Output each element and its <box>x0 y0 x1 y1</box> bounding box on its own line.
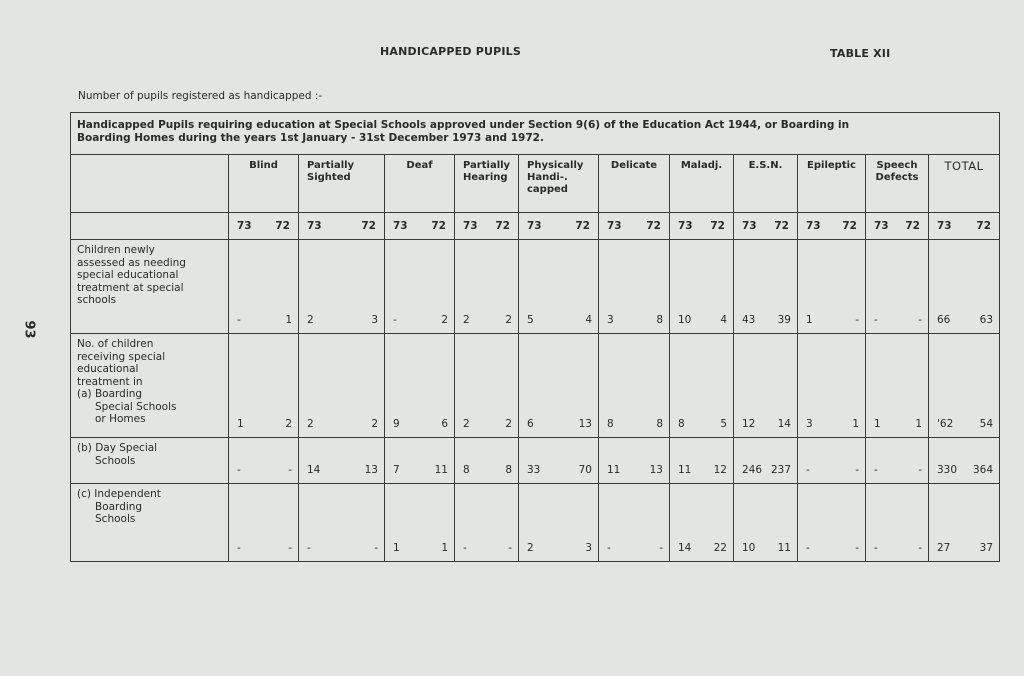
value-1973: 27 <box>937 542 951 554</box>
value-1972: 6 <box>441 418 448 430</box>
value-1973: 11 <box>678 464 692 476</box>
value-1973: - <box>874 464 878 476</box>
value-cell <box>229 334 299 438</box>
value-1972: 22 <box>713 542 727 554</box>
year-cell <box>299 213 385 240</box>
value-1973: 8 <box>463 464 470 476</box>
value-cell <box>455 484 519 562</box>
value-cell <box>455 438 519 484</box>
year-label: 73 <box>806 220 821 232</box>
value-cell <box>599 438 670 484</box>
value-1973: - <box>393 314 397 326</box>
value-1973: 43 <box>742 314 756 326</box>
value-cell <box>929 484 1000 562</box>
row-label-line: treatment in <box>77 375 143 388</box>
column-header-line: Speech <box>876 160 918 171</box>
value-1972: 13 <box>578 418 592 430</box>
value-cell <box>299 438 385 484</box>
value-cell <box>929 240 1000 334</box>
column-header-line: Defects <box>875 172 919 183</box>
value-1972: 1 <box>915 418 922 430</box>
column-header <box>798 155 866 213</box>
value-1973: 8 <box>678 418 685 430</box>
row-label-line: (c) Independent <box>77 488 161 500</box>
value-cell <box>599 240 670 334</box>
value-1972: 2 <box>285 418 292 430</box>
year-cell <box>519 213 599 240</box>
column-header-line: Handi-. <box>527 172 568 183</box>
caption-line: Handicapped Pupils requiring education at Special Schools approved under Section 9(6) of the Education Act 1944, or Boarding in <box>77 119 850 131</box>
value-1972: 5 <box>720 418 727 430</box>
value-cell <box>299 334 385 438</box>
value-cell <box>519 484 599 562</box>
value-1973: 1 <box>806 314 813 326</box>
column-header-line: capped <box>527 184 568 195</box>
column-header-line: Epileptic <box>807 160 856 171</box>
value-1973: 1 <box>237 418 244 430</box>
column-header-line: E.S.N. <box>748 160 783 171</box>
column-header-line: Delicate <box>610 160 658 171</box>
value-1973: 6 <box>527 418 534 430</box>
value-1972: 13 <box>649 464 663 476</box>
value-cell <box>929 334 1000 438</box>
value-1973: - <box>463 542 467 554</box>
value-1973: 3 <box>607 314 614 326</box>
column-header-line: Physically <box>527 160 584 171</box>
column-header-line: Maladj. <box>680 160 723 171</box>
value-cell <box>229 240 299 334</box>
value-1973: - <box>806 464 810 476</box>
value-1972: - <box>374 542 378 554</box>
value-1973: 10 <box>742 542 756 554</box>
year-label: 72 <box>575 220 590 232</box>
value-cell <box>866 484 929 562</box>
value-1972: 11 <box>434 464 448 476</box>
year-label: 73 <box>937 220 952 232</box>
year-cell <box>866 213 929 240</box>
value-1972: 54 <box>979 418 994 430</box>
year-label: 73 <box>678 220 693 232</box>
value-1973: - <box>307 542 311 554</box>
row-label-line: (a) Boarding <box>77 388 143 400</box>
value-1972: - <box>855 464 859 476</box>
value-1972: 12 <box>713 464 727 476</box>
value-cell <box>229 438 299 484</box>
row-label-line: Schools <box>95 513 136 525</box>
value-cell <box>798 484 866 562</box>
value-1973: - <box>237 314 241 326</box>
value-1972: 70 <box>578 464 592 476</box>
value-cell <box>455 240 519 334</box>
year-header-row <box>71 213 1000 240</box>
year-label: 73 <box>393 220 408 232</box>
value-1973: 11 <box>607 464 621 476</box>
row-label-line: Children newly <box>77 244 155 256</box>
column-header-row <box>71 155 1000 213</box>
value-1972: - <box>918 464 922 476</box>
value-cell <box>929 438 1000 484</box>
value-1972: 1 <box>441 542 448 554</box>
value-cell <box>866 438 929 484</box>
year-label: 73 <box>742 220 757 232</box>
value-1972: - <box>918 314 922 326</box>
row-label-line: or Homes <box>95 413 146 425</box>
value-cell <box>519 240 599 334</box>
year-label: 73 <box>237 220 252 232</box>
year-cell <box>599 213 670 240</box>
value-cell <box>385 438 455 484</box>
value-cell <box>670 334 734 438</box>
value-cell <box>734 240 798 334</box>
value-1972: 2 <box>371 418 378 430</box>
column-header <box>299 155 385 213</box>
value-cell <box>798 240 866 334</box>
value-1972: 4 <box>585 314 592 326</box>
value-1973: 2 <box>463 314 470 326</box>
row-label <box>71 438 229 484</box>
value-cell <box>670 438 734 484</box>
value-1972: - <box>918 542 922 554</box>
value-cell <box>734 484 798 562</box>
value-cell <box>734 438 798 484</box>
value-1973: 2 <box>527 542 534 554</box>
value-1972: - <box>288 542 292 554</box>
value-cell <box>734 334 798 438</box>
row-label-line: treatment at special <box>77 281 184 294</box>
value-1972: 8 <box>656 418 663 430</box>
column-header <box>670 155 734 213</box>
value-1972: 1 <box>852 418 859 430</box>
row-label-line: assessed as needing <box>77 256 186 269</box>
year-label: 73 <box>463 220 478 232</box>
table-caption <box>71 113 1000 155</box>
year-label: 72 <box>842 220 857 232</box>
year-cell <box>798 213 866 240</box>
value-1973: 33 <box>527 464 541 476</box>
value-1972: 2 <box>505 314 512 326</box>
column-header <box>929 155 1000 213</box>
column-header-line: Hearing <box>463 172 508 183</box>
value-cell <box>455 334 519 438</box>
value-cell <box>599 334 670 438</box>
value-1973: '62 <box>937 418 954 430</box>
value-1972: 8 <box>656 314 663 326</box>
value-1973: - <box>874 314 878 326</box>
column-header-line: Sighted <box>307 172 351 183</box>
year-cell <box>670 213 734 240</box>
value-cell <box>385 240 455 334</box>
row-label-line: receiving special <box>77 350 166 363</box>
row-label-line: Schools <box>95 454 136 467</box>
row-label-line: schools <box>77 294 117 306</box>
value-1973: 1 <box>393 542 400 554</box>
value-1973: 246 <box>742 464 763 476</box>
value-1973: 9 <box>393 418 400 430</box>
value-1973: 12 <box>742 418 756 430</box>
value-1972: - <box>508 542 512 554</box>
handicapped-pupils-table <box>70 112 1000 562</box>
year-label: 72 <box>710 220 725 232</box>
year-label: 72 <box>976 220 992 232</box>
row-label-line: Boarding <box>95 500 143 513</box>
value-1973: 14 <box>307 464 321 476</box>
value-1973: 66 <box>937 314 951 326</box>
row-label <box>71 240 229 334</box>
caption-line: Boarding Homes during the years 1st January - 31st December 1973 and 1972. <box>77 132 544 144</box>
value-cell <box>519 334 599 438</box>
value-1972: 2 <box>505 418 512 430</box>
year-label: 73 <box>307 220 322 232</box>
value-1972: - <box>659 542 663 554</box>
column-header <box>519 155 599 213</box>
value-1972: 2 <box>441 314 448 326</box>
column-header-line: Blind <box>249 160 278 171</box>
value-1973: 8 <box>607 418 614 430</box>
intro-text: Number of pupils registered as handicapped :- <box>78 90 323 102</box>
table-row <box>71 438 1000 484</box>
value-1973: - <box>607 542 611 554</box>
value-1972: - <box>288 464 292 476</box>
empty-year-cell <box>71 213 229 240</box>
value-1972: - <box>855 314 859 326</box>
value-cell <box>599 484 670 562</box>
page-number: 93 <box>21 320 37 339</box>
row-label-line: special educational <box>77 269 179 281</box>
value-1973: 330 <box>937 464 958 476</box>
value-cell <box>670 484 734 562</box>
value-1972: 237 <box>770 464 791 476</box>
value-1973: 5 <box>527 314 534 326</box>
value-cell <box>866 240 929 334</box>
column-header <box>734 155 798 213</box>
value-1972: 14 <box>777 418 791 430</box>
value-1972: 11 <box>777 542 791 554</box>
value-1973: 14 <box>678 542 692 554</box>
column-header-line: TOTAL <box>944 159 984 173</box>
year-cell <box>734 213 798 240</box>
year-cell <box>385 213 455 240</box>
value-1973: 7 <box>393 464 400 476</box>
value-cell <box>798 438 866 484</box>
page-title: HANDICAPPED PUPILS <box>380 45 522 58</box>
value-1973: 2 <box>463 418 470 430</box>
year-label: 73 <box>607 220 622 232</box>
year-label: 72 <box>431 220 446 232</box>
value-cell <box>229 484 299 562</box>
value-1973: 3 <box>806 418 813 430</box>
column-header-line: Deaf <box>406 160 433 171</box>
value-cell <box>299 484 385 562</box>
value-1972: 39 <box>777 314 791 326</box>
value-cell <box>798 334 866 438</box>
year-label: 73 <box>874 220 889 232</box>
value-1972: 37 <box>979 542 994 554</box>
value-1972: 364 <box>973 464 994 476</box>
table-row <box>71 484 1000 562</box>
value-1973: 1 <box>874 418 881 430</box>
value-1972: 3 <box>585 542 592 554</box>
year-label: 72 <box>905 220 920 232</box>
row-label <box>71 484 229 562</box>
column-header <box>866 155 929 213</box>
table-row <box>71 334 1000 438</box>
value-cell <box>866 334 929 438</box>
value-cell <box>670 240 734 334</box>
year-label: 72 <box>275 220 290 232</box>
value-cell <box>519 438 599 484</box>
row-label-line: (b) Day Special <box>77 442 158 454</box>
value-1972: 3 <box>371 314 378 326</box>
value-1972: 1 <box>285 314 292 326</box>
column-header-line: Partially <box>463 160 511 171</box>
year-cell <box>455 213 519 240</box>
value-cell <box>299 240 385 334</box>
year-label: 72 <box>646 220 661 232</box>
year-cell <box>929 213 1000 240</box>
value-1973: - <box>806 542 810 554</box>
value-1973: - <box>237 542 241 554</box>
row-label <box>71 334 229 438</box>
value-1972: 8 <box>505 464 512 476</box>
column-header-line: Partially <box>307 160 355 171</box>
column-header <box>385 155 455 213</box>
year-cell <box>229 213 299 240</box>
empty-header-cell <box>71 155 229 213</box>
row-label-line: Special Schools <box>95 400 177 413</box>
value-1973: - <box>237 464 241 476</box>
year-label: 72 <box>361 220 376 232</box>
table-row <box>71 240 1000 334</box>
year-label: 73 <box>527 220 542 232</box>
row-label-line: educational <box>77 363 139 375</box>
value-1972: 4 <box>720 314 727 326</box>
value-cell <box>385 334 455 438</box>
year-label: 72 <box>774 220 789 232</box>
value-1973: - <box>874 542 878 554</box>
column-header <box>455 155 519 213</box>
value-1972: - <box>855 542 859 554</box>
column-header <box>229 155 299 213</box>
value-1973: 2 <box>307 314 314 326</box>
value-1973: 10 <box>678 314 692 326</box>
table-id: TABLE XII <box>830 47 891 60</box>
year-label: 72 <box>495 220 510 232</box>
row-label-line: No. of children <box>77 338 154 350</box>
value-1972: 13 <box>364 464 378 476</box>
value-1973: 2 <box>307 418 314 430</box>
value-cell <box>385 484 455 562</box>
column-header <box>599 155 670 213</box>
value-1972: 63 <box>979 314 994 326</box>
